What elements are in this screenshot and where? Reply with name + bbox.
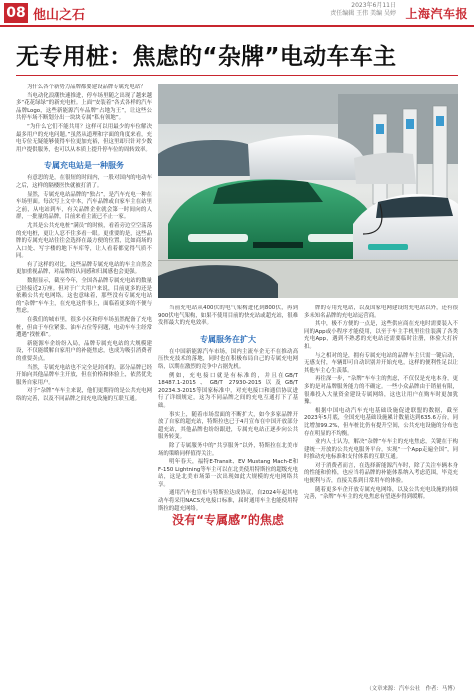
paragraph: 业内人士认为，解决“杂牌”车车主的充电焦虑，关键在于构建统一开放的公共充电服务平台，实现“一个App走遍全国”，同时推动充电标准和支付体系的互联互通。 <box>304 439 458 461</box>
header-meta <box>330 2 396 18</box>
paragraph: 通用汽车也宣布与特斯拉达成协议，自2024年起其电动车将采用NACS充电接口标准，届时通用车主也能使用特斯拉的超充网络。 <box>158 490 298 512</box>
paragraph: 事实上，随着市场盘面的不断扩大，如今多家品牌开放了自家的超充站，特斯拉也已于4月宣布在中国开放部分超充站，其他品牌也纷纷跟进，专属充电站正逐步向公共服务转变。 <box>158 411 298 441</box>
section-name: 他山之石 <box>33 8 86 23</box>
paragraph: 其中，极不方便的一点是，这些供应商在充电时需要装入不同的App或小程序才能使用，以至于车主手机里往往装满了各类充电App，遇到不熟悉的充电站还需要临时注册，体验大打折扣。 <box>304 321 458 350</box>
subheading: 专属服务在扩大 <box>200 334 256 344</box>
paragraph: 根据中国电动汽车充电基础设施促进联盟的数据，截至2023年5月底，全国充电基础设施累计数量达到635.6万台，同比增加99.2%，但车桩比仍有提升空间，公共充电设施的分布也存在明显的不均衡。 <box>304 407 458 437</box>
paragraph: 对于消费者而言，在选择新能源汽车时，除了关注车辆本身的性能和价格，也应当将品牌的补能体系纳入考虑范围，毕竟充电便利与否，直接关系到日常用车的体验。 <box>304 462 458 485</box>
page-number: 08 <box>4 3 28 23</box>
header-divider <box>0 25 474 27</box>
paragraph: 数据显示，截至今年，全国各品牌专属充电站的数量已经接近2万座。但对于广大用户来说，目前更多的还是依赖公共充电网络。这也意味着，那些没有专属充电站的“杂牌”车车主，在充电这件事上，面临着更多的不便与焦虑。 <box>16 278 152 315</box>
issue-date: 2023年6月11日 <box>351 2 396 9</box>
paragraph: 在我们的城市里，很多小区和停车场虽然配备了充电桩，但由于车位紧张、油车占位等问题，电动车车主经常遭遇“找桩难”。 <box>16 317 152 339</box>
paragraph: 尤其是公共充电桩“满员”的时候，看着旁边空空荡荡的充电桩，更让人忍不住多看一眼。更重要的是，这些品牌的专属充电站往往会选择在最方便的位置，比如商场的入口处、写字楼的地下车库等，让人看着都觉得气质不同。 <box>16 222 152 260</box>
paragraph: 再往深一步，“杂牌”车车主的焦虑，不仅仅是充电本身，更多的是对品牌服务能力的不确定。一些小众品牌由于销量有限，很难投入大量资金建设专属网络，这也让用户在购车时更加犹豫。 <box>304 376 458 406</box>
paragraph: “为什么它们不能共用？这样可以用最少的车位解决最多用户的充电问题。”虽然从道理和字面的角度来看，充电专位无疑能够使得车位更加充裕，但这里却只针对少数用户提供服务，也可以从本质上提升停车位的周转效率。 <box>16 123 152 153</box>
paragraph: 除了专属服务中的“共享服务”以外，特斯拉在北美市场的策略同样值得关注。 <box>158 442 298 457</box>
paragraph: 有意思的是，在很短的时间内，一股对国内的电动车之后，这样的隔楼医快就被打消了。 <box>16 175 152 189</box>
paragraph: 当前充电站从400伏的电气架构进化到800伏，再到900伏电气架构，如果不使用目前的快充站或超充站，很难发挥最大的充电效率。 <box>158 305 298 327</box>
right-column <box>304 305 458 690</box>
paragraph: 在中国新能源汽车市场，国内主流车企无不在推动高压快充技术的落地，同时也在积极布局自己的专属充电网络，以期在激烈的竞争中占据先机。 <box>158 348 298 370</box>
paragraph: 对于“杂牌”车车主来说，他们更期待的是公共充电网络的完善，以及不同品牌之间充电设施的互联互通。 <box>16 388 152 402</box>
newspaper-logo: 上海汽车报 <box>405 7 468 21</box>
middle-column <box>158 305 298 690</box>
editor-credits: 责任编辑 王伟 美编 吴婷 <box>330 10 396 17</box>
paragraph: 显然，专属充电站品牌的“独占”，是汽车充电一种在车场里面。每次写上文中本，汽车品牌或自家车主在站里之前，从电站到车，有关品牌企业就会第一时间向的人群，一批量的品牌，目前来看主流已不止一家。 <box>16 191 152 221</box>
paragraph: 例如，充电接口就是有标准的，并且在GB/T 18487.1-2015、GB/T 27930-2015以及GB/T 20234.3-2015等国家标准中，对充电接口和通信协议进行了详细规定，这为不同品牌之间的充电互通打下了基础。 <box>158 372 298 409</box>
paragraph: 牌的专用充电站，以及国家电网建设的充电站以外，还有很多未知名品牌的充电站运营商。 <box>304 305 458 319</box>
article-photo <box>158 84 458 298</box>
headline-divider <box>16 75 458 76</box>
paragraph: 当然，专属充电站也不完全是封闭的。部分品牌已经开始向其他品牌车主开放，但在价格和体验上，依然优先服务自家用户。 <box>16 364 152 386</box>
paragraph: 与之相对的是，拥有专属充电站的品牌车主只需一键启动，无感支付，车辆即可自动识别并开始充电，这样的便利性足以让其他车主心生羡慕。 <box>304 352 458 374</box>
charging-station-photo <box>158 84 458 298</box>
subheading: 专属充电站是一种服务 <box>44 161 124 171</box>
paragraph: 当电动化浪潮快速推进，停车场里随之出现了越来越多“花花绿绿”的新充电桩。上面“安装着”各式各样的汽车品牌Logo，这些新能源汽车品牌“占地为王”，让这些公共停车场不断划分出一块块专属“私有领地”。 <box>16 92 152 122</box>
paragraph: 随着更多车企开放专属充电网络，以及公共充电设施的持续完善，“杂牌”车车主的充电焦虑有望逐步得到缓解。 <box>304 486 458 501</box>
paragraph: 明年春天，福特E-Transit、EV Mustang Mach-E和F-150 Lightning等车主可以在北美使用特斯拉的超级充电站，这是北美市场第一次出现如此大规模的充电网络共享。 <box>158 459 298 488</box>
left-column <box>16 84 152 690</box>
article-headline: 无专用桩：焦虑的“杂牌”电动车车主 <box>16 44 397 70</box>
source-note: （文章来源：汽车公社 作者：马博） <box>366 686 458 692</box>
pull-quote: 没有“专属感”的焦虑 <box>172 513 284 528</box>
page-header <box>0 0 474 26</box>
paragraph: 为什么各个新势力品牌都要建设品牌专属充电站？ <box>27 84 146 90</box>
paragraph: 有了这样的对比，这些品牌专属充电站的车主自然会更加重视品牌，对品牌的认同感和归属感也会更强。 <box>16 261 152 276</box>
paragraph: 新能源车企纷纷入局，品牌专属充电站的大规模建设，不仅能缓解自家用户的补能焦虑，也成为吸引消费者的重要卖点。 <box>16 340 152 362</box>
